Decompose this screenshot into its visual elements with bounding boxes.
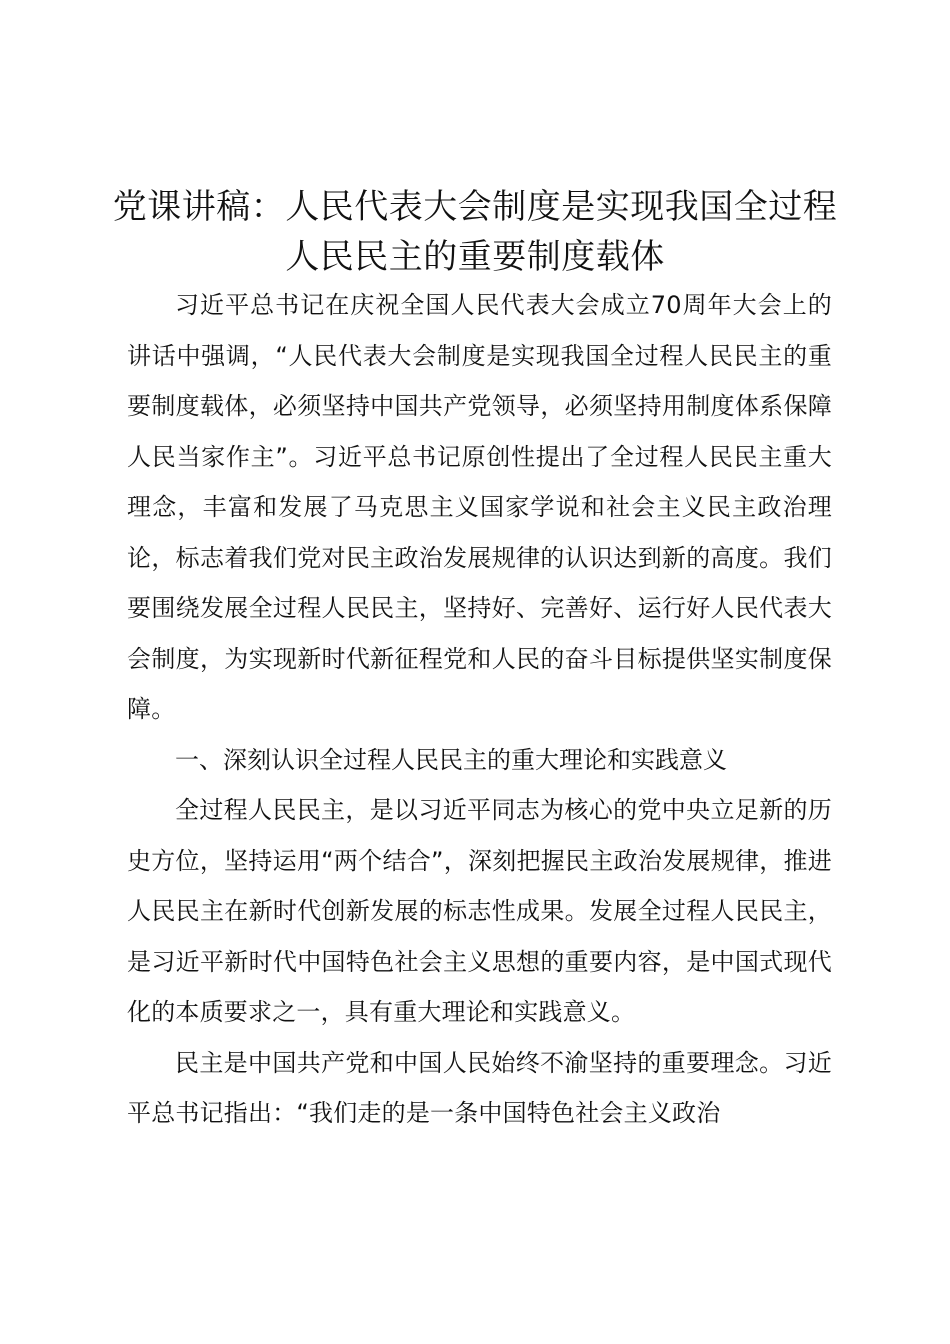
document-title: 党课讲稿：人民代表大会制度是实现我国全过程人民民主的重要制度载体 — [112, 187, 838, 277]
intro-paragraph: 习近平总书记在庆祝全国人民代表大会成立70周年大会上的讲话中强调，“人民代表大会制度是实现我国全过程人民民主的重要制度载体，必须坚持中国共产党领导，必须坚持用制度体系保障人民当家作主”。习近平总书记原创性提出了全过程人民民主重大理念，丰富和发展了马克思主义国家学说和社会主义民主政治理论，标志着我们党对民主政治发展规律的认识达到新的高度。我们要围绕发展全过程人民民主，坚持好、完善好、运行好人民代表大会制度，为实现新时代新征程党和人民的奋斗目标提供坚实制度保障。 — [127, 291, 832, 723]
section-1-paragraph-2: 民主是中国共产党和中国人民始终不渝坚持的重要理念。习近平总书记指出：“我们走的是一条中国特色社会主义政治 — [127, 1048, 832, 1127]
section-1-paragraph-1: 全过程人民民主，是以习近平同志为核心的党中央立足新的历史方位，坚持运用“两个结合”，深刻把握民主政治发展规律，推进人民民主在新时代创新发展的标志性成果。发展全过程人民民主，是习近平新时代中国特色社会主义思想的重要内容，是中国式现代化的本质要求之一，具有重大理论和实践意义。 — [127, 796, 832, 1026]
document-body — [127, 280, 832, 1139]
section-heading-1: 一、深刻认识全过程人民民主的重大理论和实践意义 — [175, 745, 727, 774]
